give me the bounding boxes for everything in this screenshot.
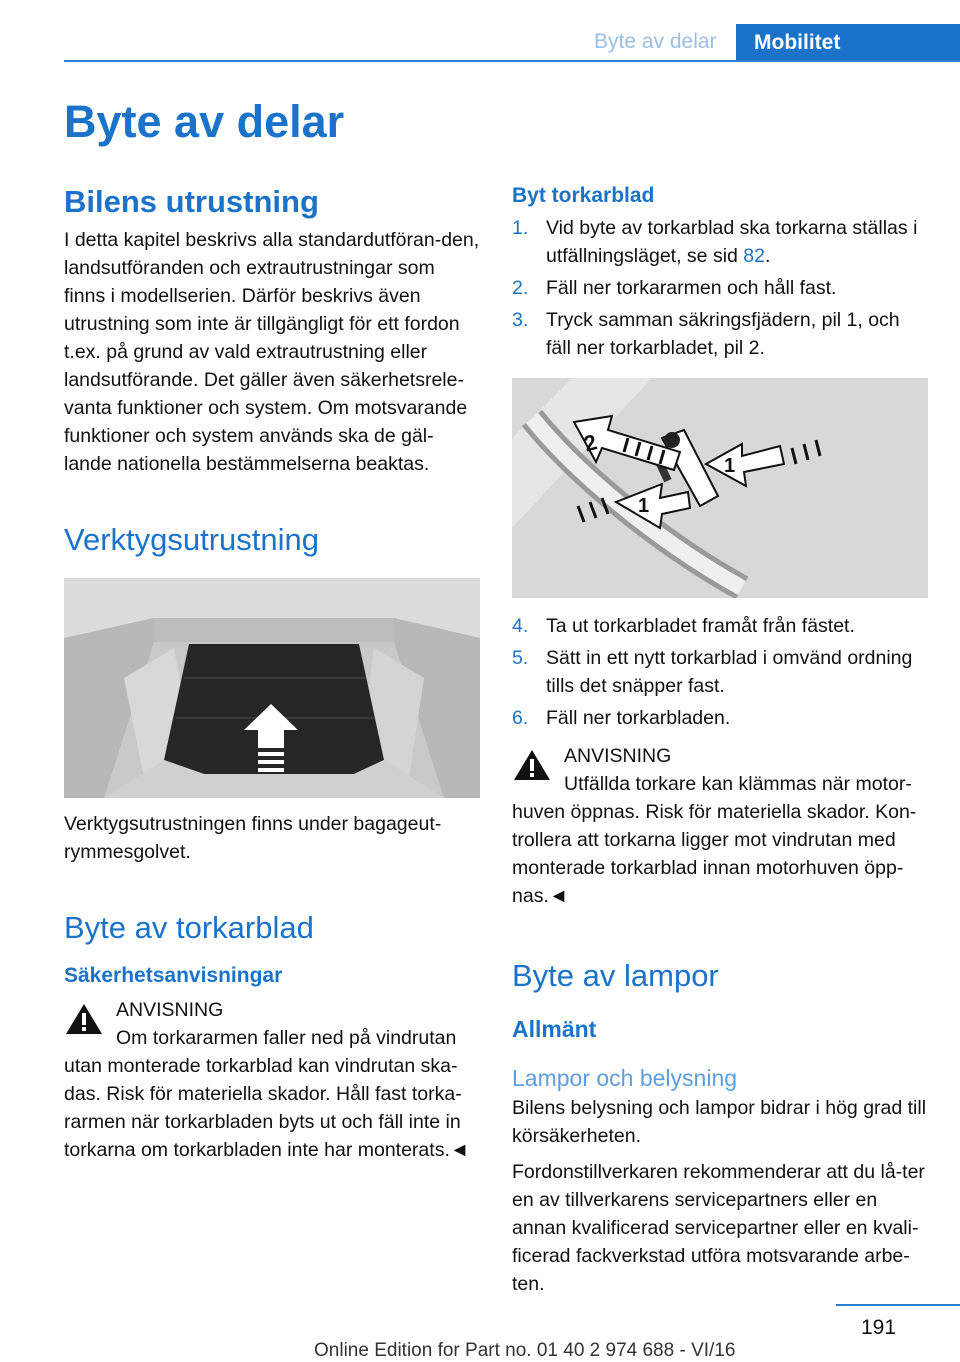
- warning-triangle-icon: [64, 1002, 104, 1036]
- step-item: 2. Fäll ner torkararmen och håll fast.: [512, 277, 837, 299]
- page-number: 191: [861, 1316, 897, 1339]
- edition-text: Online Edition for Part no. 01 40 2 974 688 - VI/16: [314, 1340, 736, 1361]
- replace-heading: Byt torkarblad: [512, 184, 655, 207]
- tools-heading: Verktygsutrustning: [64, 522, 320, 557]
- lamps-text-2: Fordonstillverkaren rekommenderar att du lå-ter en av tillverkarens servicepartners eller en annan kvalificerad servicepartner eller en kvali-ficerad fackverkstad utföra motsvarande arbe-ten.: [512, 1161, 925, 1295]
- step-item: 3. Tryck samman säkringsfjädern, pil 1, och fäll ner torkarbladet, pil 2.: [512, 309, 900, 359]
- warning-first-line: Om torkararmen faller ned på vindrutan: [116, 1027, 457, 1049]
- step-item: 5. Sätt in ett nytt torkarblad i omvänd ordning tills det snäpper fast.: [512, 647, 913, 697]
- tools-caption: Verktygsutrustningen finns under bagageut-rymmesgolvet.: [64, 813, 442, 863]
- wiper-warning: [64, 996, 480, 1164]
- step-item: 4. Ta ut torkarbladet framåt från fästet.: [512, 615, 855, 637]
- wiper-replace-warning: [512, 742, 928, 910]
- trunk-floor-image: [64, 578, 480, 798]
- warning-first-line: Utfällda torkare kan klämmas när motor-: [564, 773, 912, 795]
- left-column: [64, 184, 480, 1164]
- right-column: [512, 184, 928, 1298]
- header-chapter-tab[interactable]: Mobilitet: [736, 24, 960, 62]
- warning-title: ANVISNING: [564, 745, 672, 767]
- lamps-subheading: Lampor och belysning: [512, 1065, 738, 1091]
- warning-triangle-icon: [512, 748, 552, 782]
- equipment-text: I detta kapitel beskrivs alla standardutföran-den, landsutföranden och extrautrustningar som finns i modellserien. Därför beskrivs även utrustning som inte är tillgängligt för ett fordon t.ex. på grund av vald extrautrustning eller landsutförande. Det gäller även säkerhetsrele-vanta funktioner och system. Om motsvarande funktioner och system används ska de gäl-lande nationella bestämmelserna beaktas.: [64, 229, 480, 475]
- warning-text: huven öppnas. Risk för materiella skador. Kon-trollera att torkarna ligger mot vindrutan med monterade torkarblad innan motorhuven öpp-nas.◄: [512, 801, 917, 907]
- wiper-blade-image: [512, 378, 928, 598]
- page-link[interactable]: 82: [743, 245, 765, 267]
- steps-list-b: [512, 612, 928, 732]
- step-item: 6. Fäll ner torkarbladen.: [512, 707, 731, 729]
- steps-list-a: [512, 214, 928, 362]
- lamps-general-heading: Allmänt: [512, 1016, 597, 1042]
- figure-label-2: 2: [581, 429, 600, 457]
- lamps-heading: Byte av lampor: [512, 958, 719, 993]
- step-item: 1. Vid byte av torkarblad ska torkarna ställas i utfällningsläget, se sid 82.: [512, 217, 918, 267]
- wiper-heading: Byte av torkarblad: [64, 910, 314, 945]
- footer-rule: [836, 1304, 960, 1306]
- warning-text: utan monterade torkarblad kan vindrutan ska-das. Risk för materiella skador. Håll fast torka-rarmen när torkarbladen byts ut och fäll inte in torkarna om torkarbladen inte har monterats.◄: [64, 1055, 470, 1161]
- safety-heading: Säkerhetsanvisningar: [64, 964, 283, 987]
- warning-title: ANVISNING: [116, 999, 224, 1021]
- figure-label-1a: 1: [638, 495, 650, 517]
- header-section-title: Byte av delar: [594, 30, 717, 53]
- lamps-text-1: Bilens belysning och lampor bidrar i hög grad till körsäkerheten.: [512, 1097, 927, 1147]
- header-rule: [64, 60, 960, 62]
- page-title: Byte av delar: [64, 96, 345, 147]
- equipment-heading: Bilens utrustning: [64, 184, 319, 219]
- figure-label-1b: 1: [724, 455, 736, 477]
